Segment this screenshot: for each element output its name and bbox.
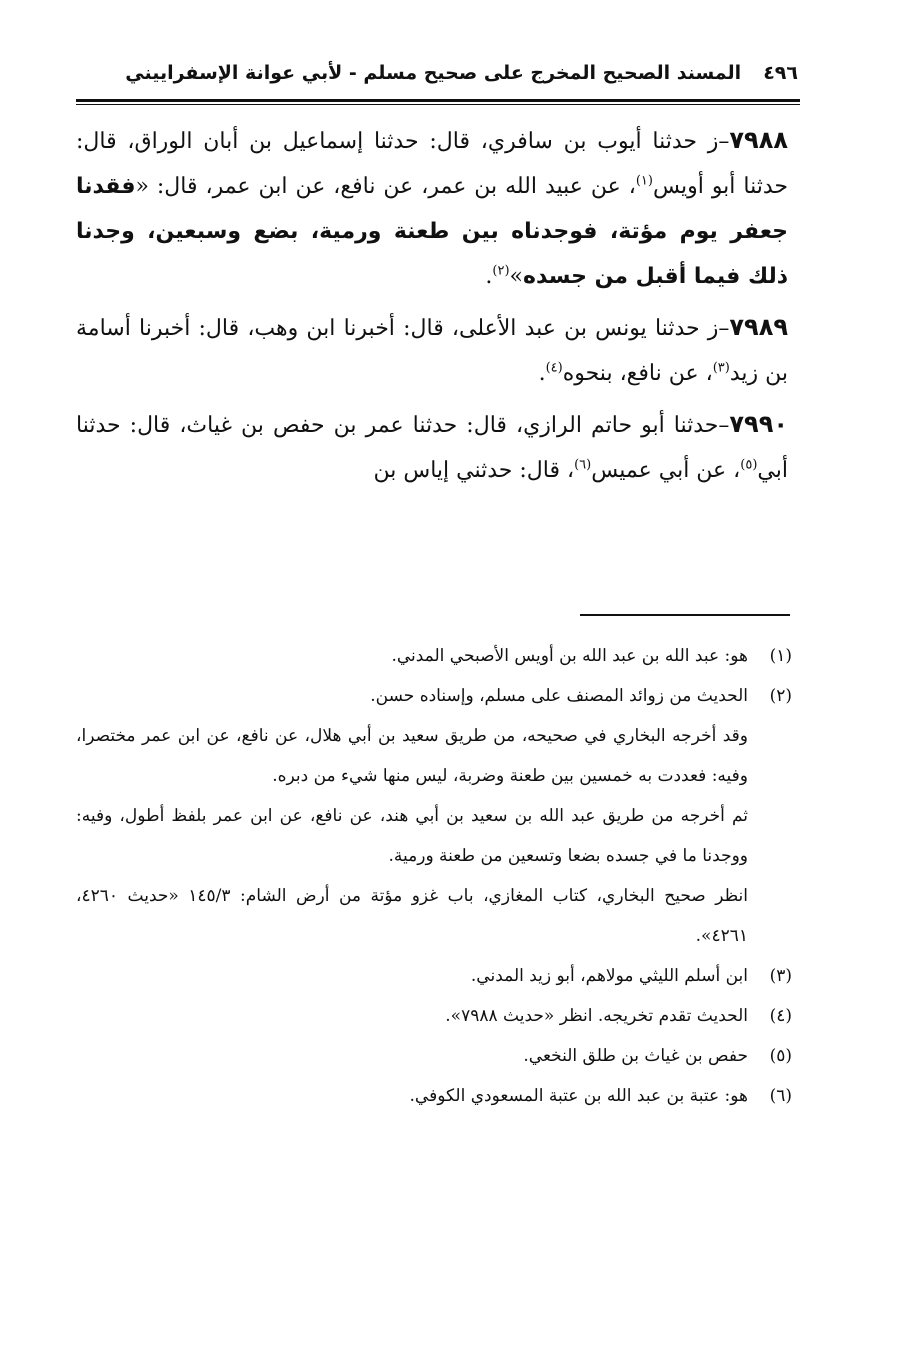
footnote-ref: (٤)	[545, 360, 563, 376]
footnote-ref: (٢)	[492, 263, 510, 279]
hadith-text: ، عن أبي عميس	[591, 458, 741, 483]
footnote-text: الحديث تقدم تخريجه. انظر «حديث ٧٩٨٨».	[445, 1006, 748, 1026]
main-text	[76, 118, 788, 499]
hadith-text: –ز حدثنا أيوب بن سافري، قال: حدثنا إسماعيل بن أبان الوراق، قال: حدثنا أبو أويس	[76, 129, 788, 199]
footnote-4	[76, 996, 792, 1036]
footnote-paragraph: ثم أخرجه من طريق عبد الله بن سعيد بن أبي هند، عن نافع، عن ابن عمر بلفظ أطول، وفيه: ووجدنا ما في جسده بضعا وتسعين من طعنة ورمية.	[76, 806, 748, 866]
hadith-text: –ز حدثنا يونس بن عبد الأعلى، قال: أخبرنا ابن وهب، قال: أخبرنا أسامة بن زيد	[76, 316, 788, 386]
hadith-text: .	[485, 264, 493, 289]
hadith-7990	[76, 402, 788, 493]
footnote-text: حفص بن غياث بن طلق النخعي.	[523, 1046, 748, 1066]
hadith-number: ٧٩٨٩	[729, 313, 788, 341]
hadith-number: ٧٩٨٨	[729, 126, 788, 154]
footnote-number: (٣)	[769, 966, 792, 986]
footnote-number: (٢)	[769, 686, 792, 706]
footnote-ref: (٥)	[740, 457, 758, 473]
hadith-text: ، قال: حدثني إياس بن	[373, 458, 575, 483]
footnote-ref: (١)	[635, 173, 653, 189]
running-header	[78, 62, 798, 84]
footnote-text: ابن أسلم الليثي مولاهم، أبو زيد المدني.	[470, 966, 748, 986]
hadith-text: ، عن نافع، بنحوه	[562, 361, 713, 386]
header-rule-thin	[76, 104, 800, 105]
footnote-number: (٥)	[769, 1046, 792, 1066]
hadith-text: »	[509, 264, 523, 289]
footnote-number: (٦)	[769, 1086, 792, 1106]
footnote-5	[76, 1036, 792, 1076]
hadith-number: ٧٩٩٠	[729, 410, 788, 438]
footnote-paragraph: وقد أخرجه البخاري في صحيحه، من طريق سعيد بن أبي هلال، عن نافع، عن ابن عمر مختصرا، وفيه: فعددت به خمسين بين طعنة وضربة، ليس منها شيء من دبره.	[76, 726, 748, 786]
header-rule	[76, 99, 800, 102]
footnote-2-continuation	[76, 716, 792, 956]
hadith-text: ، عن عبيد الله بن عمر، عن نافع، عن ابن عمر، قال: «	[135, 174, 636, 199]
footnote-text: هو: عبد الله بن عبد الله بن أويس الأصبحي المدني.	[391, 646, 748, 666]
page-number: ٤٩٦	[763, 62, 798, 84]
footnote-text: الحديث من زوائد المصنف على مسلم، وإسناده حسن.	[370, 686, 748, 706]
footnote-3	[76, 956, 792, 996]
footnote-2	[76, 676, 792, 716]
footnote-6	[76, 1076, 792, 1116]
footnote-separator	[580, 614, 790, 616]
footnote-number: (١)	[769, 646, 792, 666]
footnotes	[76, 636, 792, 1116]
hadith-text: .	[538, 361, 546, 386]
footnote-1	[76, 636, 792, 676]
footnote-ref: (٣)	[712, 360, 730, 376]
footnote-number: (٤)	[769, 1006, 792, 1026]
footnote-paragraph: انظر صحيح البخاري، كتاب المغازي، باب غزو مؤتة من أرض الشام: ١٤٥/٣ «حديث ٤٢٦٠، ٤٢٦١».	[76, 886, 748, 946]
hadith-7988	[76, 118, 788, 299]
footnote-ref: (٦)	[574, 457, 592, 473]
footnote-text: هو: عتبة بن عبد الله بن عتبة المسعودي الكوفي.	[409, 1086, 748, 1106]
hadith-7989	[76, 305, 788, 396]
book-title: المسند الصحيح المخرج على صحيح مسلم - لأبي عوانة الإسفراييني	[125, 62, 742, 84]
hadith-text: –حدثنا أبو حاتم الرازي، قال: حدثنا عمر بن حفص بن غياث، قال: حدثنا أبي	[76, 413, 788, 483]
hadith-matn: فقدنا جعفر يوم مؤتة، فوجدناه بين طعنة ورمية، بضع وسبعين، وجدنا ذلك فيما أقبل من جسده	[76, 174, 788, 289]
